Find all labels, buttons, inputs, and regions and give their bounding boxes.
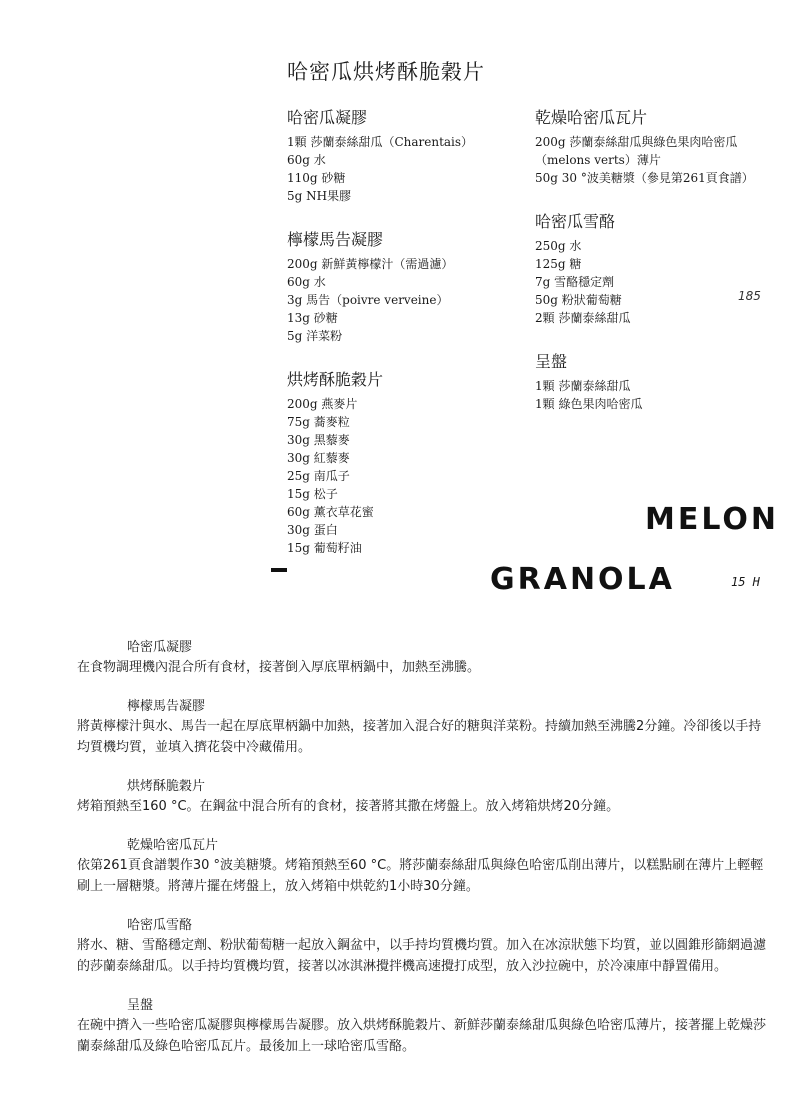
ingredient-item: 50g 30 °波美糖漿（參見第261頁食譜） [535,171,754,185]
step-text: 在食物調理機內混合所有食材，接著倒入厚底單柄鍋中，加熱至沸騰。 [77,660,481,675]
ingredient-section-dried-melon [535,105,775,187]
method-step [77,914,767,977]
ingredient-item: 200g 莎蘭泰絲甜瓜與綠色果肉哈密瓜（melons verts）薄片 [535,135,738,167]
method-step [77,636,767,678]
method-step [77,695,767,758]
ingredient-list [287,255,527,345]
ingredient-item: 7g 雪酪穩定劑 [535,275,615,289]
ingredient-item: 25g 南瓜子 [287,469,350,483]
ingredient-item: 2顆 莎蘭泰絲甜瓜 [535,311,631,325]
decorative-dash [271,568,287,572]
ingredient-item: 1顆 綠色果肉哈密瓜 [535,397,643,411]
ingredient-section-sorbet [535,209,775,327]
ingredient-item: 200g 新鮮黃檸檬汁（需過濾） [287,257,454,271]
section-title: 呈盤 [535,352,568,371]
brand-title-melon: MELON [645,502,780,537]
recipe-code: 15 H [731,575,760,589]
ingredient-item: 200g 燕麥片 [287,397,358,411]
ingredient-item: 15g 松子 [287,487,338,501]
ingredient-list [287,133,527,205]
step-text: 在碗中擠入一些哈密瓜凝膠與檸檬馬告凝膠。放入烘烤酥脆穀片、新鮮莎蘭泰絲甜瓜與綠色哈密瓜薄片，接著擺上乾燥莎蘭泰絲甜瓜及綠色哈密瓜瓦片。最後加上一球哈密瓜雪酪。 [77,1018,767,1054]
ingredient-item: 50g 粉狀葡萄糖 [535,293,622,307]
ingredient-item: 110g 砂糖 [287,171,346,185]
step-title: 烘烤酥脆穀片 [127,779,206,794]
section-title: 哈密瓜凝膠 [287,108,368,127]
ingredient-item: 15g 葡萄籽油 [287,541,362,555]
step-text: 將水、糖、雪酪穩定劑、粉狀葡萄糖一起放入鋼盆中，以手持均質機均質。加入在冰涼狀態下均質，並以圓錐形篩網過濾的莎蘭泰絲甜瓜。以手持均質機均質，接著以冰淇淋攪拌機高速攪打成型，放入沙拉碗中，於冷凍庫中靜置備用。 [77,938,767,974]
ingredient-item: 75g 蕎麥粒 [287,415,350,429]
step-text: 烤箱預熱至160 °C。在鋼盆中混合所有的食材，接著將其撒在烤盤上。放入烤箱烘烤20分鐘。 [77,799,620,814]
section-title: 乾燥哈密瓜瓦片 [535,108,648,127]
step-title: 哈密瓜凝膠 [127,640,193,655]
ingredient-item: 60g 水 [287,153,326,167]
ingredient-item: 60g 水 [287,275,326,289]
ingredient-section-granola [287,367,527,557]
step-text: 將黃檸檬汁與水、馬告一起在厚底單柄鍋中加熱，接著加入混合好的糖與洋菜粉。持續加熱至沸騰2分鐘。冷卻後以手持均質機均質，並填入擠花袋中冷藏備用。 [77,719,762,755]
ingredient-list [287,395,527,557]
ingredient-item: 60g 薰衣草花蜜 [287,505,374,519]
ingredient-item: 30g 黑藜麥 [287,433,350,447]
ingredient-item: 5g NH果膠 [287,189,352,203]
ingredient-item: 13g 砂糖 [287,311,338,325]
section-title: 哈密瓜雪酪 [535,212,616,231]
ingredient-list [535,377,775,413]
ingredient-list [535,133,775,187]
ingredient-item: 3g 馬告（poivre verveine） [287,293,449,307]
ingredient-item: 250g 水 [535,239,582,253]
ingredients-left-column [287,105,527,579]
ingredient-item: 30g 紅藜麥 [287,451,350,465]
ingredient-list [535,237,775,327]
page-number: 185 [738,289,761,303]
recipe-title: 哈密瓜烘烤酥脆穀片 [287,60,485,84]
ingredient-item: 125g 糖 [535,257,582,271]
ingredient-item: 30g 蛋白 [287,523,338,537]
step-title: 檸檬馬告凝膠 [127,699,206,714]
section-title: 烘烤酥脆穀片 [287,370,384,389]
step-text: 依第261頁食譜製作30 °波美糖漿。烤箱預熱至60 °C。將莎蘭泰絲甜瓜與綠色哈密瓜削出薄片，以糕點刷在薄片上輕輕刷上一層糖漿。將薄片擺在烤盤上，放入烤箱中烘乾約1小時30分鐘。 [77,858,764,894]
section-title: 檸檬馬告凝膠 [287,230,384,249]
ingredient-item: 1顆 莎蘭泰絲甜瓜 [535,379,631,393]
step-title: 呈盤 [127,998,154,1013]
method-step [77,834,767,897]
ingredients-right-column [535,105,775,435]
method-step [77,994,767,1057]
method-steps [77,636,767,1074]
step-title: 乾燥哈密瓜瓦片 [127,838,219,853]
step-title: 哈密瓜雪酪 [127,918,193,933]
ingredient-section-melon-gel [287,105,527,205]
ingredient-item: 1顆 莎蘭泰絲甜瓜（Charentais） [287,135,474,149]
ingredient-item: 5g 洋菜粉 [287,329,343,343]
method-step [77,775,767,817]
brand-title-granola: GRANOLA [490,562,675,597]
ingredient-section-plating [535,349,775,413]
ingredient-section-lemon-gel [287,227,527,345]
